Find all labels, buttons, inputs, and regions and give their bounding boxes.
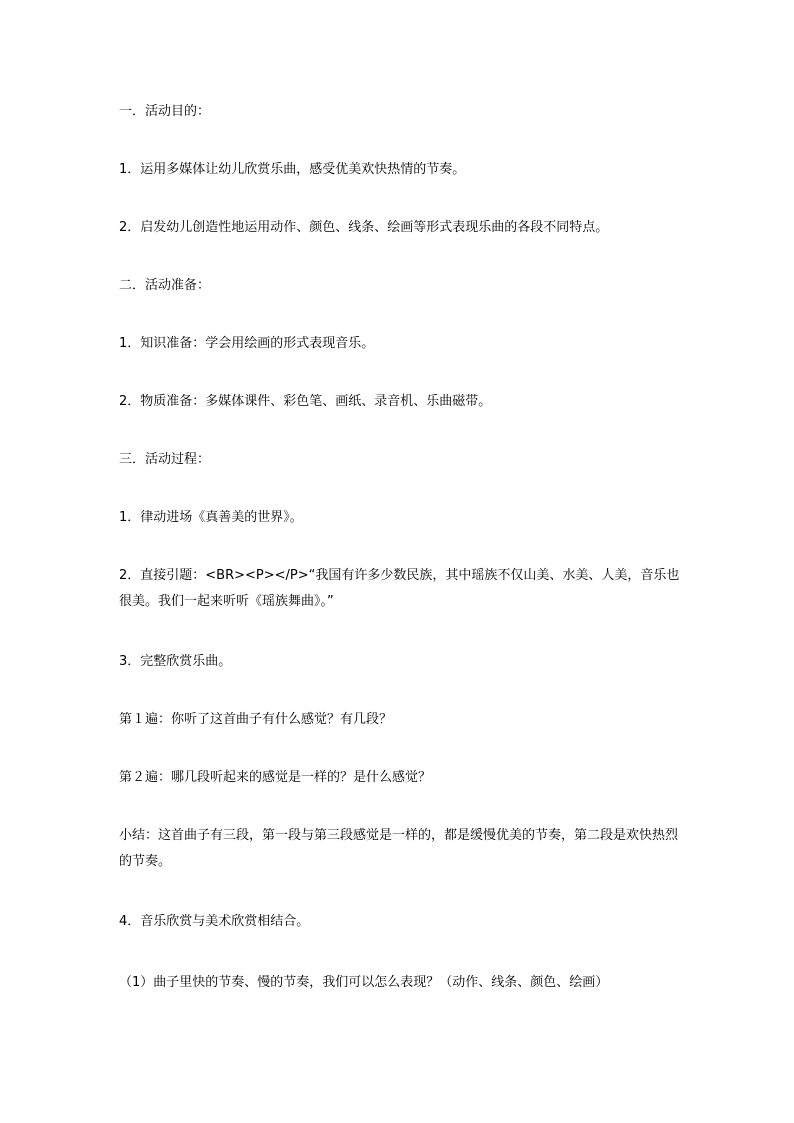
process-item-2: 2．直接引题：<BR><P></P>“我国有许多少数民族，其中瑶族不仅山美、水美、人美，音乐也很美。我们一起来听听《瑶族舞曲》。” xyxy=(119,568,680,609)
listening-round-2: 第２遍：哪几段听起来的感觉是一样的？是什么感觉？ xyxy=(119,770,432,785)
process-item-3: 3．完整欣赏乐曲。 xyxy=(119,654,232,669)
section-heading-preparation: 二．活动准备： xyxy=(119,278,211,293)
process-item-4: 4．音乐欣赏与美术欣赏相结合。 xyxy=(119,914,310,929)
process-item-1: 1．律动进场《真善美的世界》。 xyxy=(119,510,303,525)
summary-paragraph: 小结：这首曲子有三段，第一段与第三段感觉是一样的，都是缓慢优美的节奏，第二段是欢快热烈的节奏。 xyxy=(119,828,679,869)
preparation-item-1: 1．知识准备：学会用绘画的形式表现音乐。 xyxy=(119,336,375,351)
preparation-item-2: 2．物质准备：多媒体课件、彩色笔、画纸、录音机、乐曲磁带。 xyxy=(119,394,492,409)
listening-round-1: 第１遍：你听了这首曲子有什么感觉？有几段？ xyxy=(119,712,393,727)
process-item-4-sub-1: （1）曲子里快的节奏、慢的节奏，我们可以怎么表现？（动作、线条、颜色、绘画） xyxy=(119,975,609,990)
section-heading-process: 三．活动过程： xyxy=(119,452,211,467)
objective-item-2: 2．启发幼儿创造性地运用动作、颜色、线条、绘画等形式表现乐曲的各段不同特点。 xyxy=(119,220,609,235)
section-heading-objectives: 一．活动目的： xyxy=(119,104,211,119)
objective-item-1: 1．运用多媒体让幼儿欣赏乐曲，感受优美欢快热情的节奏。 xyxy=(119,162,466,177)
